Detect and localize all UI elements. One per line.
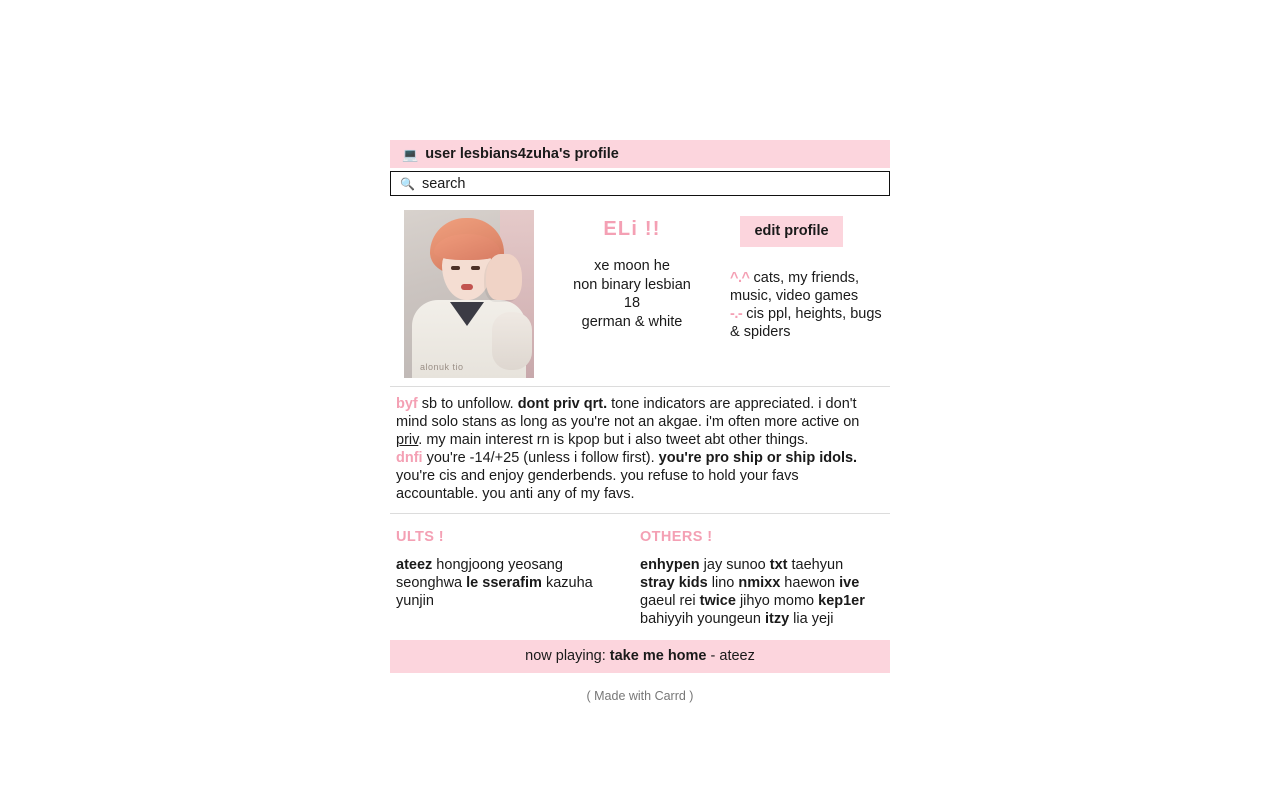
others-run-10: twice [699,593,736,609]
footer-credit: ( Made with Carrd ) [586,689,694,703]
dislikes-row [730,305,890,341]
now-playing-bar [390,640,890,673]
unamused-face-icon: -.- [730,306,743,322]
others-run-4: stray kids [640,575,708,591]
laptop-icon: 💻 [402,146,419,162]
others-run-9: gaeul rei [640,593,700,609]
others-heading: OTHERS ! [640,529,713,545]
profile-section [390,196,890,384]
now-playing-song: take me home [609,648,707,664]
others-run-11: jihyo momo [735,593,819,609]
search-bar[interactable] [390,171,890,196]
now-playing-prefix: now playing: [525,648,610,664]
others-run-14: itzy [764,611,790,627]
now-playing-suffix: - ateez [706,648,755,664]
byf-label: byf [396,396,418,412]
search-icon: 🔍 [400,176,415,191]
byf-paragraph [396,395,884,449]
title-bar [390,140,890,168]
page-title: user lesbians4zuha's profile [425,146,619,162]
dnfi-run-1: you're pro ship or ship idols. [658,450,858,466]
ults-list [396,556,632,610]
avatar [404,210,534,378]
avatar-eye-right [471,266,480,270]
favorites-columns [390,514,890,636]
profile-identity [534,210,730,378]
search-input[interactable] [422,176,880,192]
ults-run-3: kazuha yunjin [396,575,593,609]
profile-card [390,140,890,703]
byf-run-1: dont priv qrt. [517,396,608,412]
others-run-12: kep1er [818,593,865,609]
dnfi-label: dnfi [396,450,423,466]
happy-face-icon: ^.^ [730,270,750,286]
age: 18 [623,295,641,312]
others-run-5: lino [707,575,739,591]
ults-heading: ULTS ! [396,529,445,545]
identity-block [538,257,726,331]
others-run-7: haewon [780,575,840,591]
avatar-sleeve [492,312,532,370]
identity: non binary lesbian [573,276,691,293]
others-run-6: nmixx [738,575,781,591]
others-list [640,556,876,628]
dnfi-text [396,450,857,502]
others-run-3: taehyun [787,557,844,573]
dislikes-text: cis ppl, heights, bugs & spiders [730,306,882,340]
others-run-15: lia yeji [789,611,834,627]
byf-run-0: sb to unfollow. [421,396,518,412]
others-run-2: txt [769,557,788,573]
pronouns: xe moon he [594,258,670,274]
ults-column [396,528,640,628]
others-column [640,528,884,628]
display-name: ELi !! [603,218,661,240]
dnfi-paragraph [396,449,884,503]
byf-run-4: . my main interest rn is kpop but i also tweet abt other things. [418,432,809,448]
ethnicity: german & white [581,313,683,330]
byf-run-3[interactable]: priv [396,432,419,448]
edit-profile-button[interactable]: edit profile [740,216,843,247]
profile-meta [730,210,890,378]
ults-run-1: hongjoong yeosang seonghwa [396,557,563,591]
likes-row [730,269,890,305]
likes-text: cats, my friends, music, video games [730,270,860,304]
others-run-8: ive [839,575,860,591]
dnfi-run-0: you're -14/+25 (unless i follow first). [426,450,659,466]
avatar-shirt-print: alonuk tio [420,362,464,372]
avatar-eye-left [451,266,460,270]
others-run-1: jay sunoo [699,557,770,573]
avatar-lips [461,284,473,290]
others-run-13: bahiyyih youngeun [640,611,765,627]
ults-run-0: ateez [396,557,433,573]
avatar-hand [486,254,522,300]
ults-run-2: le sserafim [466,575,542,591]
bio-box [390,386,890,514]
byf-run-2: tone indicators are appreciated. i don't mind solo stans as long as you're not an akgae. i'm often more active on [396,396,860,430]
others-run-0: enhypen [640,557,700,573]
dnfi-run-2: you're cis and enjoy genderbends. you refuse to hold your favs accountable. you anti any of my favs. [396,468,799,502]
byf-text [396,396,859,448]
